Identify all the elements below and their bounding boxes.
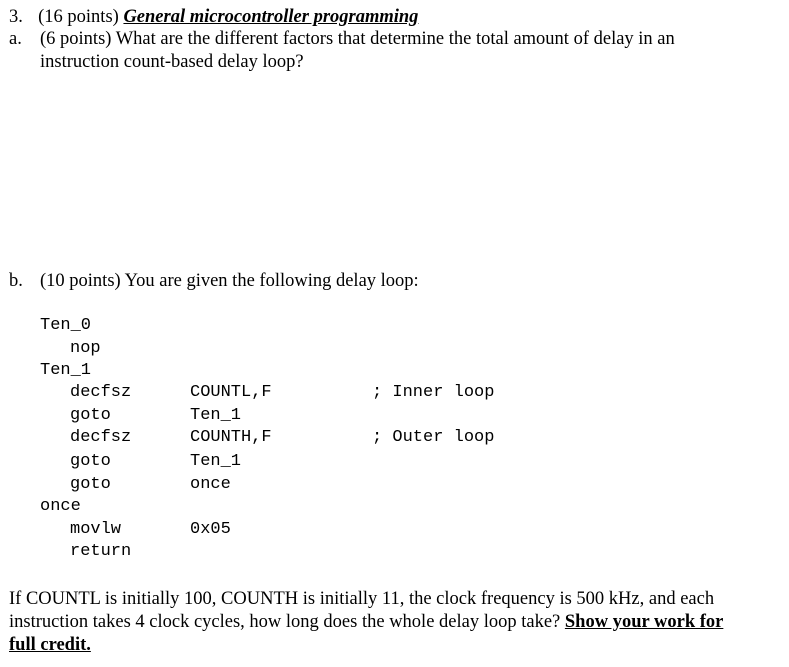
part-a-line2: instruction count-based delay loop? bbox=[40, 52, 304, 72]
code-arg: 0x05 bbox=[190, 520, 231, 539]
show-work-emphasis: Show your work for bbox=[564, 612, 724, 632]
code-comment: ; Outer loop bbox=[372, 428, 495, 447]
code-op: return bbox=[70, 542, 132, 561]
code-op: goto bbox=[70, 452, 111, 471]
part-a-line1: (6 points) What are the different factors that determine the total amount of delay in an bbox=[40, 29, 675, 49]
code-label-once: once bbox=[40, 497, 81, 516]
code-arg: Ten_1 bbox=[190, 406, 242, 425]
question-line2-text: instruction takes 4 clock cycles, how long does the whole delay loop take? bbox=[9, 612, 561, 632]
code-arg: once bbox=[190, 475, 231, 494]
code-arg: Ten_1 bbox=[190, 452, 242, 471]
code-label-ten0: Ten_0 bbox=[40, 316, 92, 335]
part-a-label: a. bbox=[9, 29, 22, 49]
code-op-nop: nop bbox=[70, 339, 101, 358]
question-header bbox=[9, 6, 418, 28]
full-credit-emphasis: full credit. bbox=[9, 635, 91, 655]
question-line2 bbox=[9, 611, 723, 633]
code-op: movlw bbox=[70, 520, 122, 539]
code-op: goto bbox=[70, 406, 111, 425]
question-points: (16 points) bbox=[38, 7, 119, 27]
part-b-label: b. bbox=[9, 271, 23, 291]
code-label-ten1: Ten_1 bbox=[40, 361, 92, 380]
code-op: decfsz bbox=[70, 383, 132, 402]
code-op: decfsz bbox=[70, 428, 132, 447]
question-line1: If COUNTL is initially 100, COUNTH is initially 11, the clock frequency is 500 kHz, and each bbox=[9, 589, 715, 609]
question-title: General microcontroller programming bbox=[123, 7, 419, 27]
part-b-text: (10 points) You are given the following delay loop: bbox=[40, 271, 419, 291]
question-number: 3. bbox=[9, 7, 23, 27]
code-comment: ; Inner loop bbox=[372, 383, 495, 402]
code-arg: COUNTL,F bbox=[190, 383, 272, 402]
code-op: goto bbox=[70, 475, 111, 494]
code-arg: COUNTH,F bbox=[190, 428, 272, 447]
